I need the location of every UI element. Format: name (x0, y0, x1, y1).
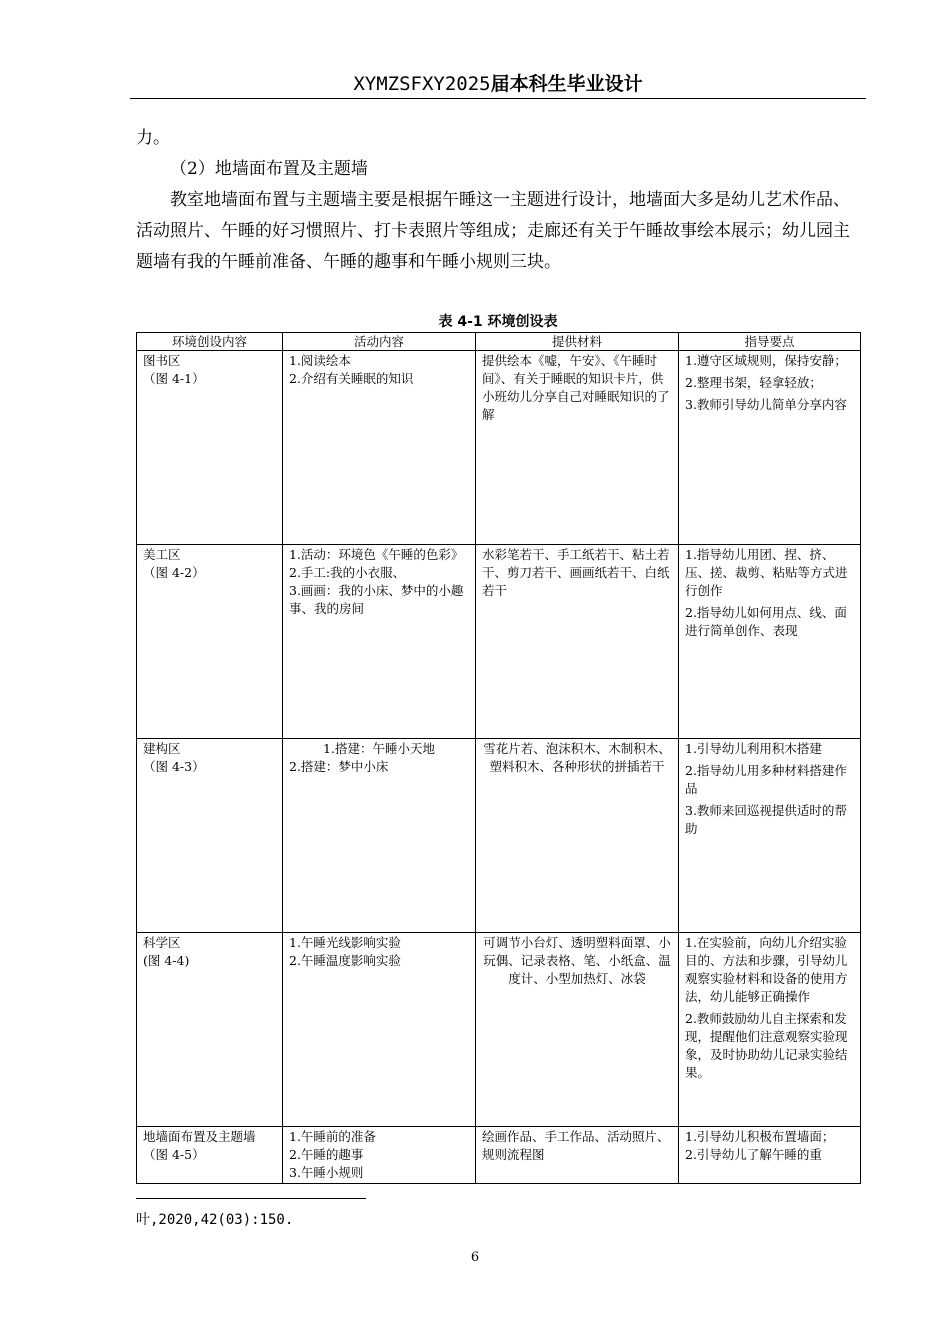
table-row (137, 545, 861, 739)
material-cell: 提供绘本《嘘，午安》、《午睡时间》、有关于睡眠的知识卡片，供小班幼儿分享自己对睡眠知识的了解 (476, 351, 679, 545)
body-paragraph: 教室地墙面布置与主题墙主要是根据午睡这一主题进行设计，地墙面大多是幼儿艺术作品、活动照片、午睡的好习惯照片、打卡表照片等组成；走廊还有关于午睡故事绘本展示；幼儿园主题墙有我的午睡前准备、午睡的趣事和午睡小规则三块。 (136, 190, 850, 272)
material-cell: 水彩笔若干、手工纸若干、粘土若干、剪刀若干、画画纸若干、白纸若干 (476, 545, 679, 739)
activity-cell: 1.搭建：午睡小天地 2.搭建：梦中小床 (283, 739, 476, 933)
footnote-rule (136, 1198, 366, 1199)
continued-text: 力。 (136, 128, 170, 148)
table-row (137, 351, 861, 545)
area-cell: 图书区 （图 4-1） (137, 351, 283, 545)
area-cell: 地墙面布置及主题墙 （图 4-5） (137, 1127, 283, 1184)
header-code: XYMZSFXY2025 (353, 73, 491, 95)
guide-cell: 1.在实验前，向幼儿介绍实验目的、方法和步骤，引导幼儿观察实验材料和设备的使用方法，幼儿能够正确操作 2.教师鼓励幼儿自主探索和发现，提醒他们注意观察实验现象，及时协助幼儿记录实验结果。 (679, 933, 861, 1127)
header-rule (130, 98, 866, 99)
table-row (137, 739, 861, 933)
area-cell: 建构区 （图 4-3） (137, 739, 283, 933)
material-cell: 雪花片若、泡沫积木、木制积木、塑料积木、各种形状的拼插若干 (476, 739, 679, 933)
environment-table (136, 332, 861, 1184)
guide-cell: 1.指导幼儿用团、捏、挤、压、搓、裁剪、粘贴等方式进行创作 2.指导幼儿如何用点、线、面进行简单创作、表现 (679, 545, 861, 739)
activity-cell: 1.阅读绘本 2.介绍有关睡眠的知识 (283, 351, 476, 545)
footnote: 叶,2020,42(03):150. (136, 1212, 294, 1228)
material-cell: 绘画作品、手工作品、活动照片、规则流程图 (476, 1127, 679, 1184)
area-cell: 美工区 （图 4-2） (137, 545, 283, 739)
header-title: 届本科生毕业设计 (490, 73, 643, 95)
guide-cell: 1.遵守区域规则，保持安静； 2.整理书架，轻拿轻放； 3.教师引导幼儿简单分享内容 (679, 351, 861, 545)
section-heading: （2）地墙面布置及主题墙 (170, 159, 368, 179)
column-header: 提供材料 (476, 333, 679, 351)
guide-cell: 1.引导幼儿利用积木搭建 2.指导幼儿用多种材料搭建作品 3.教师来回巡视提供适时的帮助 (679, 739, 861, 933)
column-header: 环境创设内容 (137, 333, 283, 351)
guide-cell: 1.引导幼儿积极布置墙面； 2.引导幼儿了解午睡的重 (679, 1127, 861, 1184)
area-cell: 科学区 (图 4-4) (137, 933, 283, 1127)
activity-cell: 1.午睡光线影响实验 2.午睡温度影响实验 (283, 933, 476, 1127)
activity-cell: 1.活动：环境色《午睡的色彩》 2.手工:我的小衣服、 3.画画：我的小床、梦中的小趣事、我的房间 (283, 545, 476, 739)
page-header (130, 70, 866, 98)
table-caption: 表 4-1 环境创设表 (438, 314, 558, 330)
table-row (137, 1127, 861, 1184)
material-cell: 可调节小台灯、透明塑料面罩、小玩偶、记录表格、笔、小纸盒、温度计、小型加热灯、冰袋 (476, 933, 679, 1127)
column-header: 活动内容 (283, 333, 476, 351)
column-header: 指导要点 (679, 333, 861, 351)
activity-cell: 1.午睡前的准备 2.午睡的趣事 3.午睡小规则 (283, 1127, 476, 1184)
table-row (137, 933, 861, 1127)
page-number: 6 (470, 1250, 480, 1265)
table-header-row (137, 333, 861, 351)
